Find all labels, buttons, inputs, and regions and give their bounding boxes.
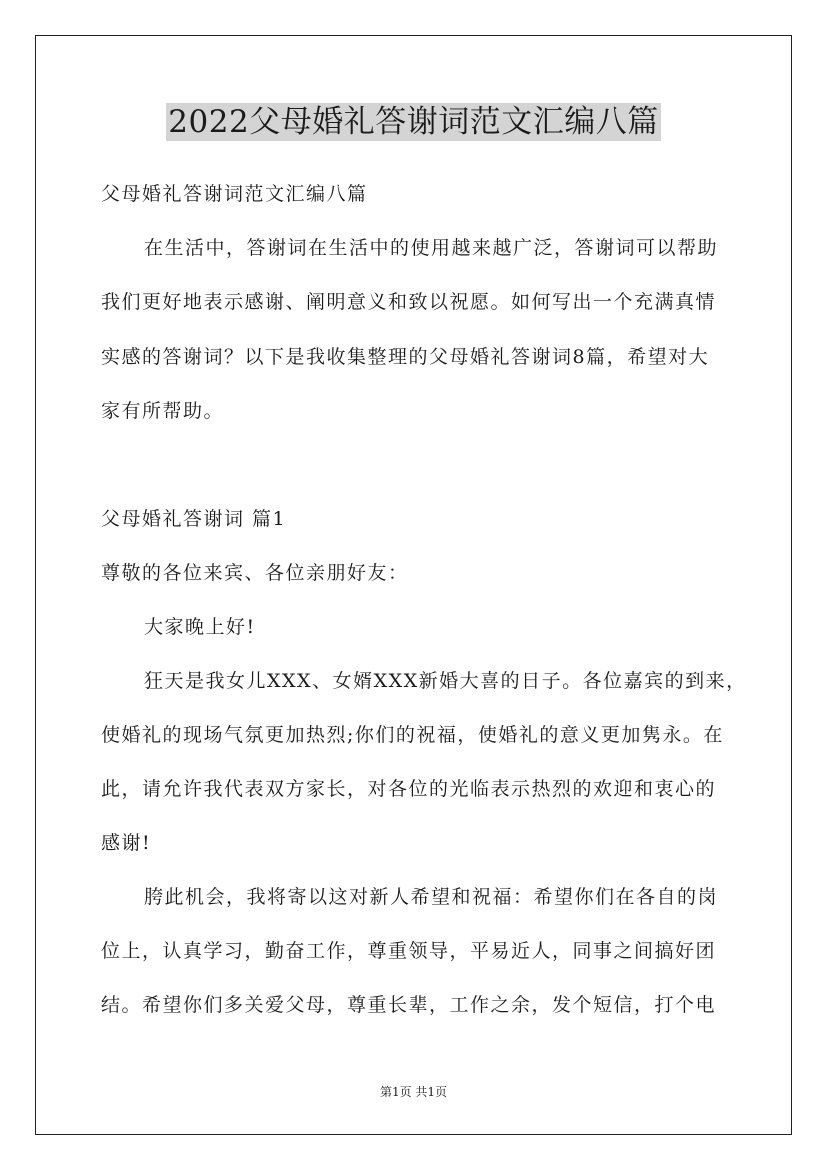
document-title: 2022父母婚礼答谢词范文汇编八篇 [168, 104, 659, 140]
intro-line-4: 家有所帮助。 [101, 400, 225, 422]
paragraph2-line-3: 结。希望你们多关爱父母，尊重长辈，工作之余，发个短信，打个电 [101, 994, 717, 1016]
greeting: 大家晚上好! [144, 616, 256, 638]
paragraph1-line-2: 使婚礼的现场气氛更加热烈;你们的祝福，使婚礼的意义更加隽永。在 [101, 724, 724, 746]
section-heading: 父母婚礼答谢词 篇1 [101, 508, 287, 530]
paragraph1-line-4: 感谢! [101, 832, 152, 854]
page-footer: 第1页 共1页 [379, 1085, 448, 1099]
salutation: 尊敬的各位来宾、各位亲朋好友： [101, 562, 409, 584]
subtitle: 父母婚礼答谢词范文汇编八篇 [101, 183, 368, 205]
intro-line-3: 实感的答谢词？以下是我收集整理的父母婚礼答谢词8篇，希望对大 [101, 346, 710, 368]
intro-line-1: 在生活中，答谢词在生活中的使用越来越广泛，答谢词可以帮助 [144, 237, 719, 259]
intro-line-2: 我们更好地表示感谢、阐明意义和致以祝愿。如何写出一个充满真情 [101, 291, 717, 313]
paragraph1-line-3: 此，请允许我代表双方家长，对各位的光临表示热烈的欢迎和衷心的 [101, 778, 717, 800]
paragraph2-line-2: 位上，认真学习，勤奋工作，尊重领导，平易近人，同事之间搞好团 [101, 940, 717, 962]
title-container [0, 103, 827, 141]
paragraph1-line-1: 狂天是我女儿XXX、女婿XXX新婚大喜的日子。各位嘉宾的到来， [144, 670, 747, 692]
paragraph2-line-1: 胯此机会，我将寄以这对新人希望和祝福：希望你们在各自的岗 [144, 886, 719, 908]
